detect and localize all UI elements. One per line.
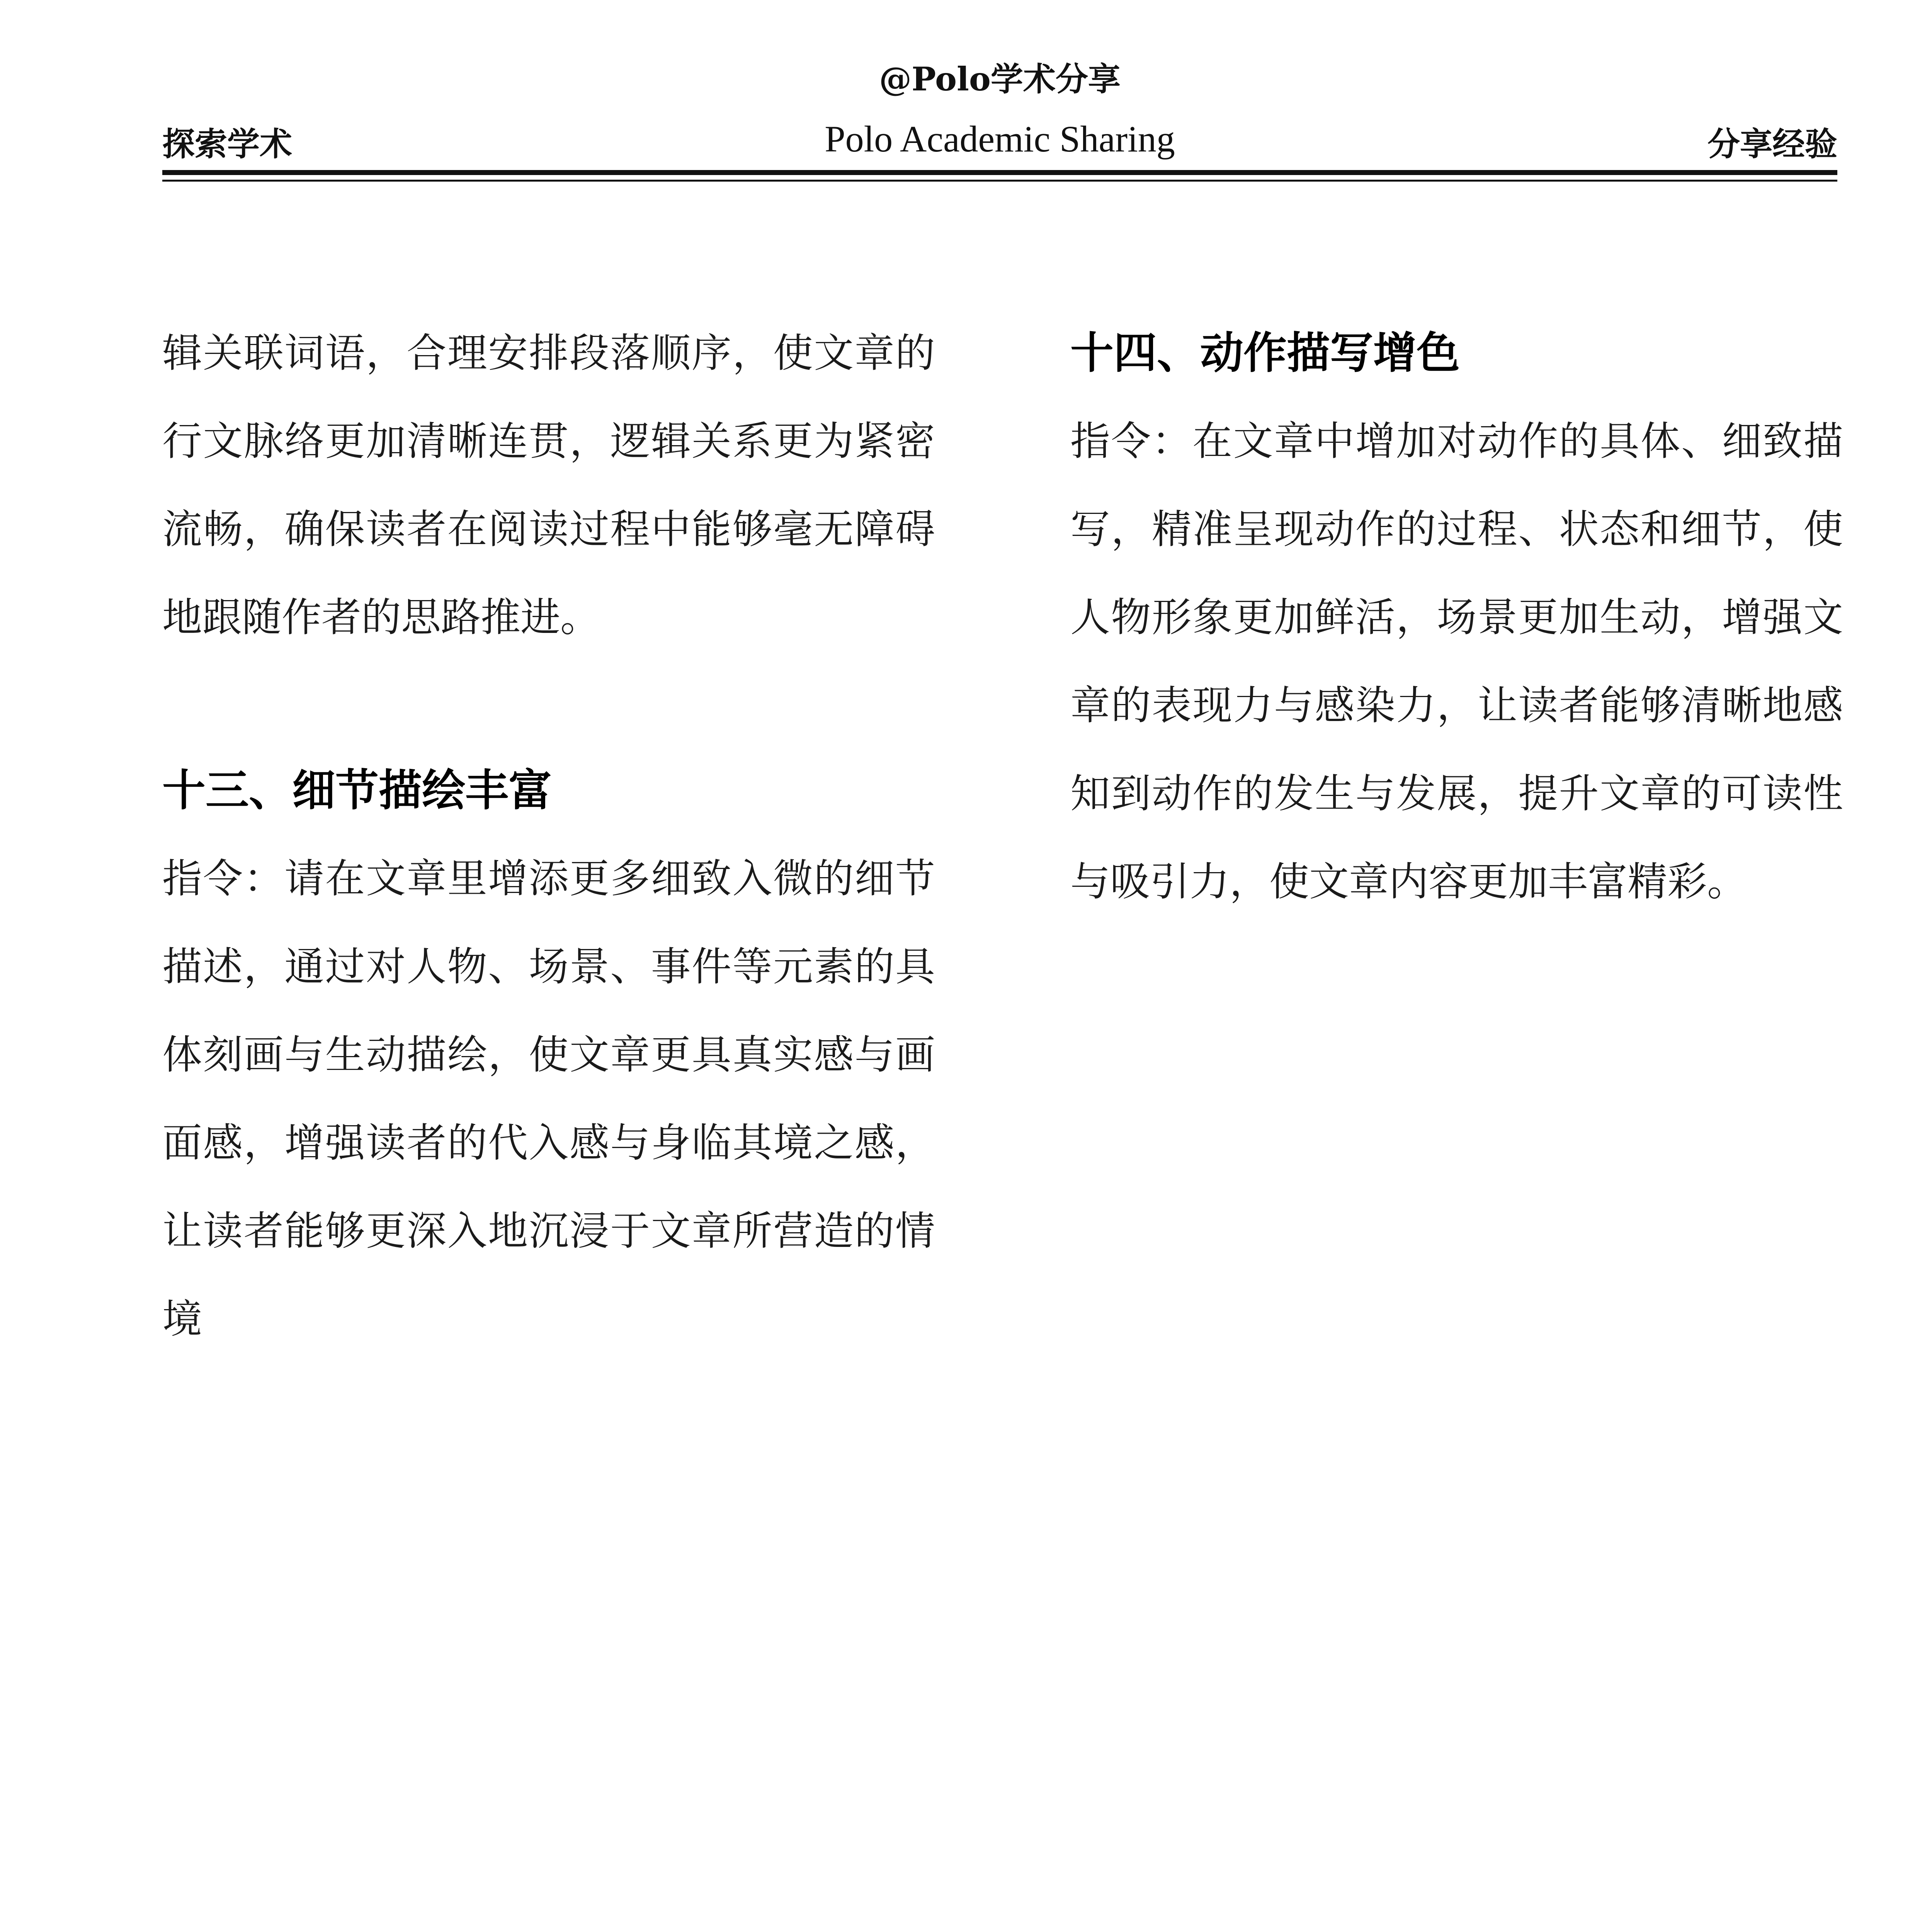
header-rule-thin — [162, 180, 1837, 182]
header-left-tag: 探索学术 — [162, 125, 293, 163]
section-13-paragraph: 指令：请在文章里增添更多细致入微的细节描述，通过对人物、场景、事件等元素的具体刻画与生动描绘，使文章更具真实感与画面感，增强读者的代入感与身临其境之感，让读者能够更深入地沉浸于文章所营造的情境 — [162, 855, 935, 1342]
left-column — [162, 309, 935, 1363]
continued-paragraph: 辑关联词语，合理安排段落顺序，使文章的行文脉络更加清晰连贯，逻辑关系更为紧密流畅，确保读者在阅读过程中能够毫无障碍地跟随作者的思路推进。 — [162, 330, 935, 641]
section-14-paragraph: 指令：在文章中增加对动作的具体、细致描写，精准呈现动作的过程、状态和细节，使人物形象更加鲜活，场景更加生动，增强文章的表现力与感染力，让读者能够清晰地感知到动作的发生与发展，提升文章的可读性与吸引力，使文章内容更加丰富精彩。 — [1070, 418, 1843, 905]
section-13-title: 十三、细节描绘丰富 — [162, 765, 552, 816]
section-gap — [162, 662, 935, 747]
header-account: @Polo学术分享 — [879, 60, 1121, 98]
header-right-tag: 分享经验 — [1707, 125, 1837, 163]
right-column — [1070, 309, 1843, 926]
header-rule-thick — [162, 170, 1837, 175]
header-title-en: Polo Academic Sharing — [825, 118, 1175, 160]
section-14-title: 十四、动作描写增色 — [1070, 328, 1460, 378]
